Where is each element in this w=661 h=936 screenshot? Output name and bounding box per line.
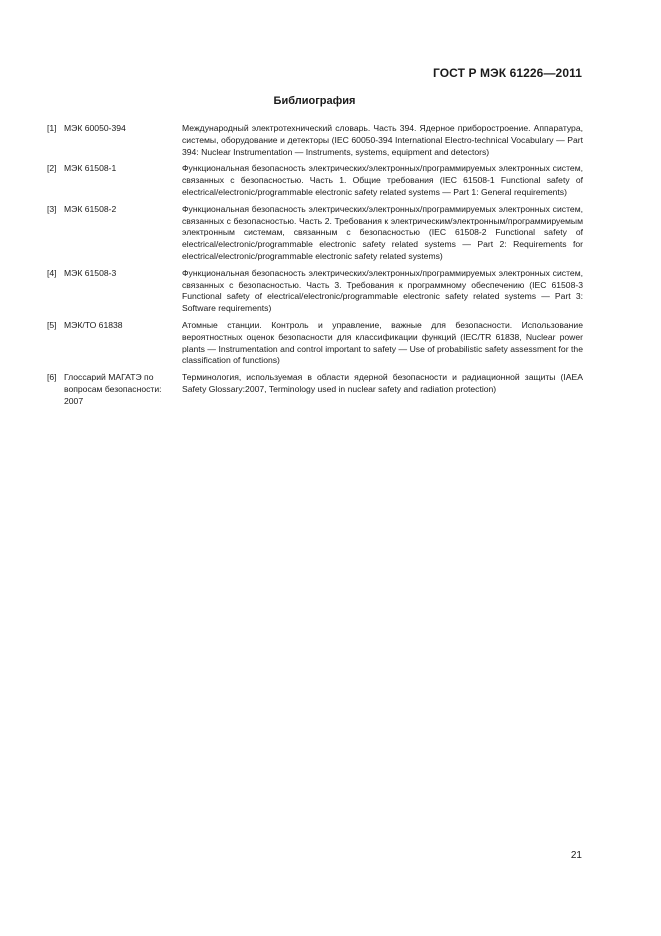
entry-description: Функциональная безопасность электрических/электронных/программируемых электронных систем, связанных с безопасностью. Часть 3. Требования к программному обеспечению (IEC 61508-3 Functional safety of electrical/electronic/programmable electronic safety related systems — Part 3: Software requirements) xyxy=(182,267,583,314)
bibliography-entry xyxy=(47,204,583,263)
entry-number: [6] xyxy=(47,372,57,383)
bibliography-entry xyxy=(47,372,583,407)
bibliography-entry xyxy=(47,163,583,198)
entry-description: Терминология, используемая в области ядерной безопасности и радиационной защиты (IAEA Safety Glossary:2007, Terminology used in nuclear safety and radiation protection) xyxy=(182,372,583,394)
entry-number: [1] xyxy=(47,123,57,133)
section-title: Библиография xyxy=(273,95,356,107)
entry-description: Атомные станции. Контроль и управление, важные для безопасности. Использование вероятностных оценок безопасности для классификации функций (IEC/TR 61838, Nuclear power plants — Instrumentation and control important to safety — Use of probabilistic safety assessment for the classification of functions) xyxy=(182,319,583,366)
entry-number: [4] xyxy=(47,267,57,278)
entry-description: Функциональная безопасность электрических/электронных/программируемых электронных систем, связанных с безопасностью. Часть 2. Требования к электрическим/электронным/программируемым электронным системам, связанным с безопасностью (IEC 61508-2 Functional safety of electrical/electronic/programmable electronic safety related systems — Part 2: Requirements for electrical/electronic/programmable electronic safety related systems) xyxy=(182,203,583,261)
entry-reference: МЭК 61508-1 xyxy=(64,163,117,174)
page-number: 21 xyxy=(570,850,582,861)
entry-number: [2] xyxy=(47,163,57,174)
entry-number: [5] xyxy=(47,319,57,330)
entry-reference: МЭК 60050-394 xyxy=(64,123,126,133)
entry-number: [3] xyxy=(47,203,57,214)
bibliography-entry xyxy=(47,268,583,315)
bibliography-entry xyxy=(47,123,583,158)
entry-reference: МЭК 61508-3 xyxy=(64,267,117,278)
entry-reference: МЭК/ТО 61838 xyxy=(64,319,123,330)
entry-reference: Глоссарий МАГАТЭ по вопросам безопасности: 2007 xyxy=(64,372,162,406)
document-header: ГОСТ Р МЭК 61226—2011 xyxy=(432,66,582,80)
entry-description: Международный электротехнический словарь. Часть 394. Ядерное приборостроение. Аппаратура, системы, оборудование и детекторы (IEC 60050-394 International Electro-technical Vocabulary — Part 394: Nuclear Instrumentation — Instruments, systems, equipment and detectors) xyxy=(182,123,583,157)
entry-description: Функциональная безопасность электрических/электронных/программируемых электронных систем, связанных с безопасностью. Часть 1. Общие требования (IEC 61508-1 Functional safety of electrical/electronic/programmable electronic safety related systems — Part 1: General requirements) xyxy=(182,163,583,197)
bibliography-entry xyxy=(47,320,583,367)
bibliography-list xyxy=(47,123,583,413)
entry-reference: МЭК 61508-2 xyxy=(64,203,117,214)
